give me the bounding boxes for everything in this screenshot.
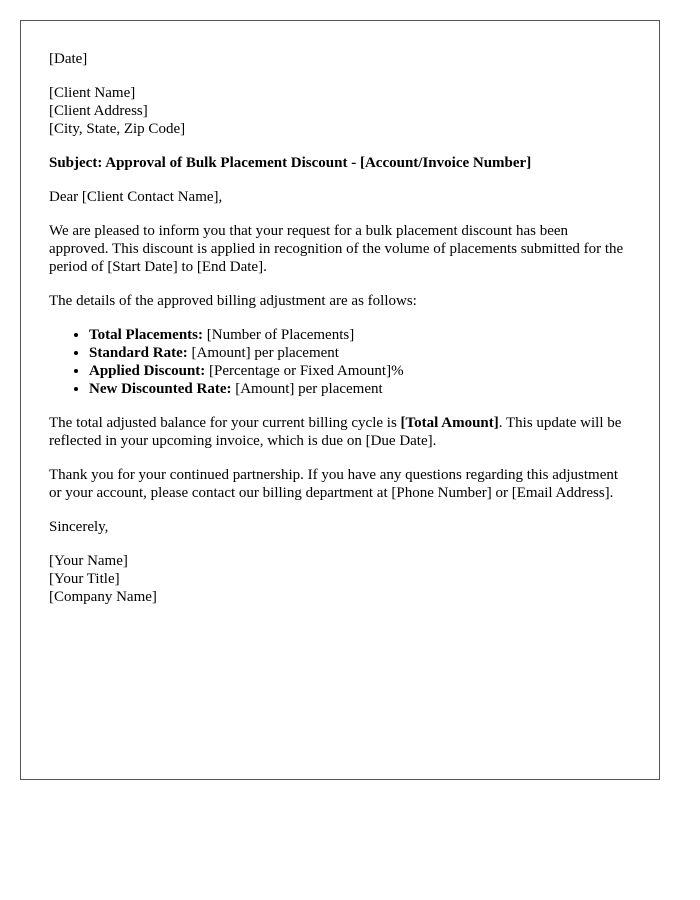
detail-label: Applied Discount: bbox=[89, 363, 206, 379]
total-text-before: The total adjusted balance for your current billing cycle is bbox=[49, 415, 401, 431]
total-text-after: . This update will be reflected in your upcoming invoice, which is due on [Due Date]. bbox=[49, 415, 622, 449]
detail-value: [Number of Placements] bbox=[203, 327, 355, 343]
billing-details-list bbox=[49, 326, 631, 398]
thanks-paragraph: Thank you for your continued partnership. If you have any questions regarding this adjustment or your account, please contact our billing department at [Phone Number] or [Email Address]. bbox=[49, 467, 619, 501]
signature-block bbox=[49, 552, 631, 606]
total-amount: [Total Amount] bbox=[400, 415, 499, 431]
detail-standard-rate bbox=[89, 344, 631, 362]
signer-company: [Company Name] bbox=[49, 589, 157, 605]
client-name: [Client Name] bbox=[49, 85, 136, 101]
detail-label: Standard Rate: bbox=[89, 345, 188, 361]
detail-value: [Amount] per placement bbox=[187, 345, 339, 361]
detail-value: [Amount] per placement bbox=[231, 381, 383, 397]
client-address: [Client Address] bbox=[49, 103, 148, 119]
detail-applied-discount bbox=[89, 362, 631, 380]
signer-title: [Your Title] bbox=[49, 571, 120, 587]
total-paragraph bbox=[49, 414, 631, 450]
letter-closing: Sincerely, bbox=[49, 519, 109, 535]
details-intro: The details of the approved billing adjustment are as follows: bbox=[49, 293, 417, 309]
letter-salutation: Dear [Client Contact Name], bbox=[49, 189, 223, 205]
detail-new-discounted-rate bbox=[89, 380, 631, 398]
detail-label: Total Placements: bbox=[89, 327, 204, 343]
letter-date: [Date] bbox=[49, 51, 88, 67]
signer-name: [Your Name] bbox=[49, 553, 128, 569]
detail-value: [Percentage or Fixed Amount]% bbox=[205, 363, 404, 379]
detail-label: New Discounted Rate: bbox=[89, 381, 232, 397]
letter-subject: Subject: Approval of Bulk Placement Discount - [Account/Invoice Number] bbox=[49, 155, 532, 171]
client-address-block bbox=[49, 84, 631, 138]
detail-total-placements bbox=[89, 326, 631, 344]
letter-intro-paragraph: We are pleased to inform you that your request for a bulk placement discount has been approved. This discount is applied in recognition of the volume of placements submitted for the period of [Start Date] to [End Date]. bbox=[49, 223, 624, 275]
client-city: [City, State, Zip Code] bbox=[49, 121, 186, 137]
letter-page bbox=[20, 20, 660, 780]
